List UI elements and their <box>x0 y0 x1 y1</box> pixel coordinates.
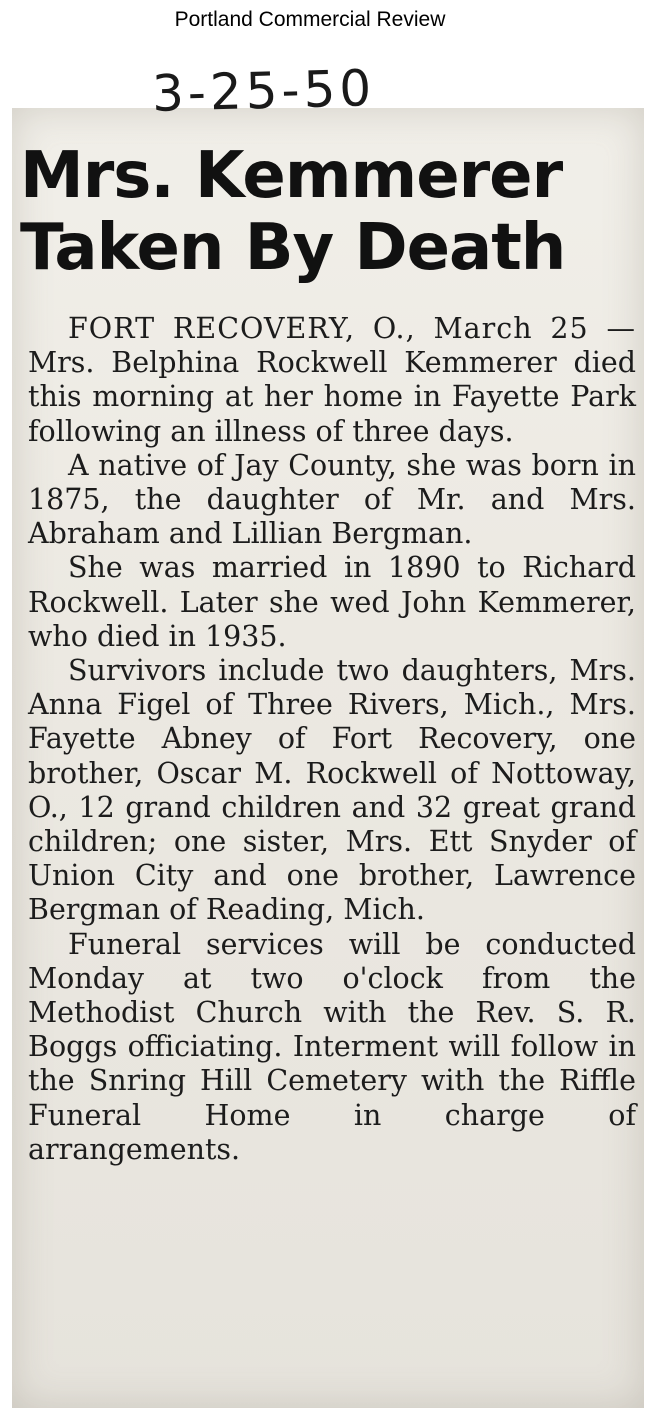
headline-line-2: Taken By Death <box>20 211 566 285</box>
source-caption: Portland Commercial Review <box>174 8 446 31</box>
headline <box>20 140 620 284</box>
article-paragraph-5: Funeral services will be conducted Monday at two o'clock from the Methodist Church with the Rev. S. R. Boggs officiating. Interment will follow in the Snring Hill Cemetery with the Riffle Funeral Home in charge of arrangements. <box>28 927 636 1166</box>
article-paragraph-2: A native of Jay County, she was born in 1875, the daughter of Mr. and Mrs. Abraham and Lillian Bergman. <box>28 448 636 551</box>
handwritten-date: 3-25-50 <box>151 59 376 123</box>
article-paragraph-3: She was married in 1890 to Richard Rockwell. Later she wed John Kemmerer, who died in 1935. <box>28 551 636 653</box>
article-paragraph-4: Survivors include two daughters, Mrs. Anna Figel of Three Rivers, Mich., Mrs. Fayette Abney of Fort Recovery, one brother, Oscar M. Rockwell of Nottoway, O., 12 grand children and 32 great grand children; one sister, Mrs. Ett Snyder of Union City and one brother, Lawrence Bergman of Reading, Mich. <box>28 654 636 927</box>
paragraph-1-text: Mrs. Belphina Rockwell Kemmerer died this morning at her home in Fayette Park following an illness of three days. <box>28 346 636 448</box>
dateline: FORT RECOVERY, O., March 25 — <box>68 312 636 345</box>
article-paragraph-1 <box>28 312 636 449</box>
headline-line-1: Mrs. Kemmerer <box>20 139 563 213</box>
article-body <box>28 312 636 1167</box>
